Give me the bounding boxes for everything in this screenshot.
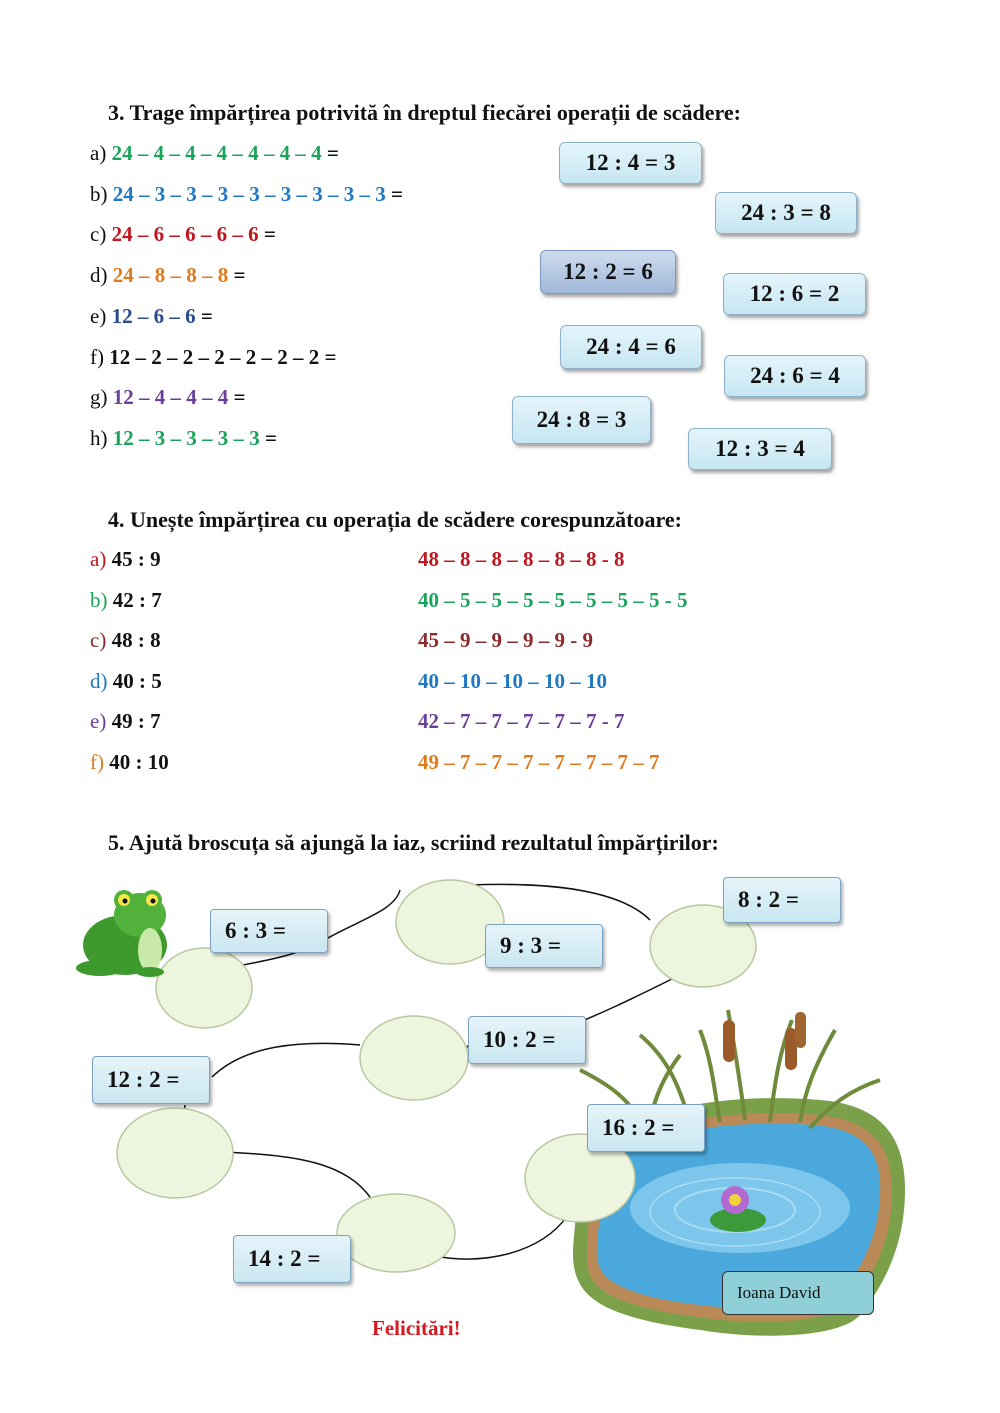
row-letter: d) — [90, 263, 108, 288]
subtraction-expression: 12 – 3 – 3 – 3 – 3 — [112, 425, 260, 450]
division-box: 10 : 2 = — [468, 1016, 586, 1064]
ex3-row — [90, 426, 277, 451]
answer-chip[interactable]: 12 : 3 = 4 — [688, 428, 832, 470]
equals-sign: = — [228, 263, 246, 288]
subtraction-expression: 12 – 4 – 4 – 4 — [112, 385, 229, 410]
ex3-row — [90, 222, 276, 247]
lily-pad[interactable] — [156, 948, 252, 1028]
congrats-text: Felicitări! — [372, 1316, 461, 1340]
division-expression: 40 : 10 — [109, 749, 169, 774]
subtraction-expression: 24 – 3 – 3 – 3 – 3 – 3 – 3 – 3 – 3 — [112, 181, 386, 206]
subtraction-item[interactable]: 48 – 8 – 8 – 8 – 8 – 8 - 8 — [418, 547, 625, 571]
ex4-heading: 4. Unește împărțirea cu operația de scădere corespunzătoare: — [108, 507, 682, 532]
subtraction-expression: 12 – 2 – 2 – 2 – 2 – 2 – 2 — [109, 344, 320, 369]
subtraction-item[interactable]: 45 – 9 – 9 – 9 – 9 - 9 — [418, 628, 593, 652]
row-letter: d) — [90, 668, 108, 693]
row-letter: c) — [90, 628, 107, 652]
ex3-row — [90, 182, 403, 207]
equals-sign: = — [385, 181, 403, 206]
equals-sign: = — [258, 222, 276, 247]
division-expression: 40 : 5 — [112, 668, 162, 693]
lily-pad[interactable] — [117, 1108, 233, 1198]
ex3-row — [90, 304, 213, 329]
division-box: 6 : 3 = — [210, 909, 328, 953]
division-item[interactable] — [90, 628, 161, 653]
equals-sign: = — [319, 344, 337, 369]
row-letter: b) — [90, 181, 108, 206]
answer-chip[interactable]: 12 : 4 = 3 — [559, 142, 702, 184]
subtraction-item[interactable]: 40 – 5 – 5 – 5 – 5 – 5 – 5 – 5 - 5 — [418, 587, 688, 612]
row-letter: c) — [90, 222, 107, 247]
row-letter: e) — [90, 303, 107, 328]
division-box: 8 : 2 = — [723, 877, 841, 923]
equals-sign: = — [228, 385, 246, 410]
division-box: 12 : 2 = — [92, 1056, 210, 1104]
subtraction-item[interactable]: 40 – 10 – 10 – 10 – 10 — [418, 668, 607, 693]
equals-sign: = — [195, 303, 213, 328]
division-box: 9 : 3 = — [485, 924, 603, 968]
subtraction-expression: 24 – 6 – 6 – 6 – 6 — [111, 222, 259, 247]
division-expression: 48 : 8 — [111, 628, 161, 652]
row-letter: f) — [90, 749, 104, 774]
row-letter: a) — [90, 141, 107, 165]
row-letter: g) — [90, 385, 108, 410]
row-letter: e) — [90, 709, 107, 733]
row-letter: a) — [90, 547, 107, 571]
frog-icon — [76, 890, 167, 977]
division-expression: 49 : 7 — [111, 709, 161, 733]
answer-chip[interactable]: 12 : 2 = 6 — [540, 250, 676, 294]
ex3-row — [90, 385, 245, 410]
ex5-heading: 5. Ajută broscuța să ajungă la iaz, scriind rezultatul împărțirilor: — [108, 830, 719, 855]
division-box: 14 : 2 = — [233, 1235, 351, 1283]
ex3-row — [90, 141, 339, 166]
division-item[interactable] — [90, 669, 162, 694]
division-box: 16 : 2 = — [587, 1104, 705, 1152]
author-label: Ioana David — [722, 1271, 874, 1315]
lily-pad[interactable] — [360, 1016, 468, 1100]
row-letter: h) — [90, 425, 108, 450]
answer-chip[interactable]: 24 : 3 = 8 — [715, 192, 857, 234]
subtraction-expression: 24 – 4 – 4 – 4 – 4 – 4 – 4 — [111, 141, 322, 165]
division-expression: 42 : 7 — [112, 587, 162, 612]
equals-sign: = — [321, 141, 339, 165]
answer-chip[interactable]: 24 : 4 = 6 — [560, 325, 702, 369]
division-item[interactable] — [90, 588, 162, 613]
equals-sign: = — [259, 425, 277, 450]
ex3-row — [90, 263, 245, 288]
answer-chip[interactable]: 24 : 6 = 4 — [724, 355, 866, 397]
division-expression: 45 : 9 — [111, 547, 161, 571]
subtraction-item[interactable]: 49 – 7 – 7 – 7 – 7 – 7 – 7 – 7 — [418, 749, 660, 774]
subtraction-item[interactable]: 42 – 7 – 7 – 7 – 7 – 7 - 7 — [418, 709, 625, 733]
answer-chip[interactable]: 12 : 6 = 2 — [723, 273, 866, 315]
lily-pad[interactable] — [337, 1194, 455, 1272]
ex3-row — [90, 345, 336, 370]
division-item[interactable] — [90, 750, 169, 775]
row-letter: b) — [90, 587, 108, 612]
division-item[interactable] — [90, 709, 161, 734]
row-letter: f) — [90, 344, 104, 369]
subtraction-expression: 24 – 8 – 8 – 8 — [112, 263, 229, 288]
answer-chip[interactable]: 24 : 8 = 3 — [512, 396, 651, 444]
subtraction-expression: 12 – 6 – 6 — [111, 303, 196, 328]
ex3-heading: 3. Trage împărțirea potrivită în dreptul fiecărei operații de scădere: — [108, 100, 741, 125]
division-item[interactable] — [90, 547, 161, 572]
